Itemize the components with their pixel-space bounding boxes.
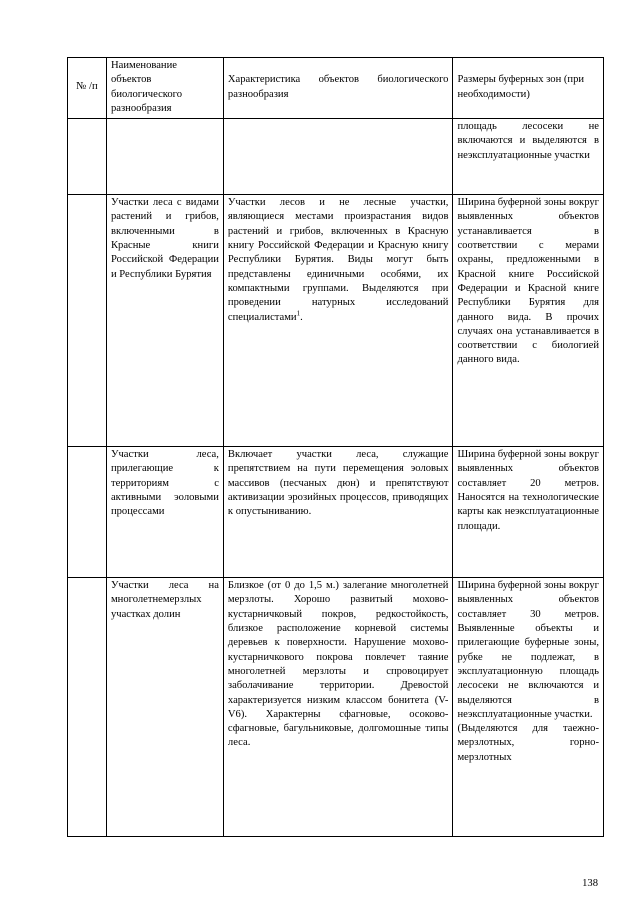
buffer-text: Ширина буферной зоны вокруг выявленных объектов составляет 30 метров. Выявленные объекты и прилегающие буферные зоны, рубке не подлежат, в эксплуатационную площадь лесосеки не включаются и выделяются в неэксплуатационные участки. — [457, 580, 599, 720]
table-row — [68, 119, 604, 195]
buffer-extra-text: (Выделяются для таежно-мерзлотных, горно-мерзлотных — [457, 723, 599, 763]
biodiversity-table — [67, 57, 604, 837]
header-characteristic: Характеристика объектов биологического разнообразия — [223, 58, 453, 119]
characteristic-text: Участки лесов и не лесные участки, являющиеся местами произрастания видов растений и грибов, включенных в Красную книгу Российской Федерации и Красную книгу Республики Бурятия. Виды могут быть представлены единичными особями, их компактными группами. Выделяются при проведении натурных исследований специалистами — [227, 197, 449, 323]
cell-num — [68, 195, 107, 447]
header-name: Наименование объектов биологического разнообразия — [106, 58, 223, 119]
cell-characteristic — [223, 119, 453, 195]
cell-characteristic: Участки лесов и не лесные участки, являющиеся местами произрастания видов растений и грибов, включенных в Красную книгу Российской Федерации и Красную книгу Республики Бурятия. Виды могут быть представлены единичными особями, их компактными группами. Выделяются при проведении натурных исследований специалистами$^1$. — [223, 195, 453, 447]
cell-characteristic: Близкое (от 0 до 1,5 м.) залегание многолетней мерзлоты. Хорошо развитый мохово-кустарничковый покров, редкостойкость, близкое расположение корневой системы деревьев к поверхности. Нарушение мохово- кустарничкового покрова повлечет таяние многолетней мерзлоты и спровоцирует заболачивание территории. Древостой характеризуется низким классом бонитета (V-V6). Характерны сфагновые, осоково-сфагновые, багульниковые, долгомошные типы леса. — [223, 578, 453, 837]
cell-num — [68, 578, 107, 837]
cell-name: Участки леса на многолетнемерзлых участках долин — [106, 578, 223, 837]
table-row — [68, 578, 604, 837]
cell-name: Участки леса, прилегающие к территориям с активными эоловыми процессами — [106, 447, 223, 578]
cell-characteristic: Включает участки леса, служащие препятствием на пути перемещения эоловых массивов (песчаных дюн) и препятствуют активизации эрозийных процессов, приводящих к опустыниванию. — [223, 447, 453, 578]
header-num: № /п — [68, 58, 107, 119]
page-number: 138 — [582, 878, 598, 889]
cell-buffer: площадь лесосеки не включаются и выделяются в неэксплуатационные участки — [453, 119, 604, 195]
cell-num — [68, 447, 107, 578]
table-row — [68, 447, 604, 578]
cell-name — [106, 119, 223, 195]
cell-buffer: Ширина буферной зоны вокруг выявленных объектов составляет 20 метров. Наносятся на технологические карты как неэксплуатационные площади. — [453, 447, 604, 578]
table-header-row — [68, 58, 604, 119]
cell-buffer — [453, 578, 604, 837]
header-buffer: Размеры буферных зон (при необходимости) — [453, 58, 604, 119]
table-row — [68, 195, 604, 447]
cell-buffer: Ширина буферной зоны вокруг выявленных объектов устанавливается в соответствии с мерами охраны, предложенными в Красной книге Российской Федерации и Красной книге Республики Бурятия для данного вида. В прочих случаях она устанавливается в соответствии с биологией данного вида. — [453, 195, 604, 447]
footnote-marker: 1 — [296, 309, 301, 318]
cell-num — [68, 119, 107, 195]
cell-name: Участки леса с видами растений и грибов, включенными в Красные книги Российской Федерации и Республики Бурятия — [106, 195, 223, 447]
